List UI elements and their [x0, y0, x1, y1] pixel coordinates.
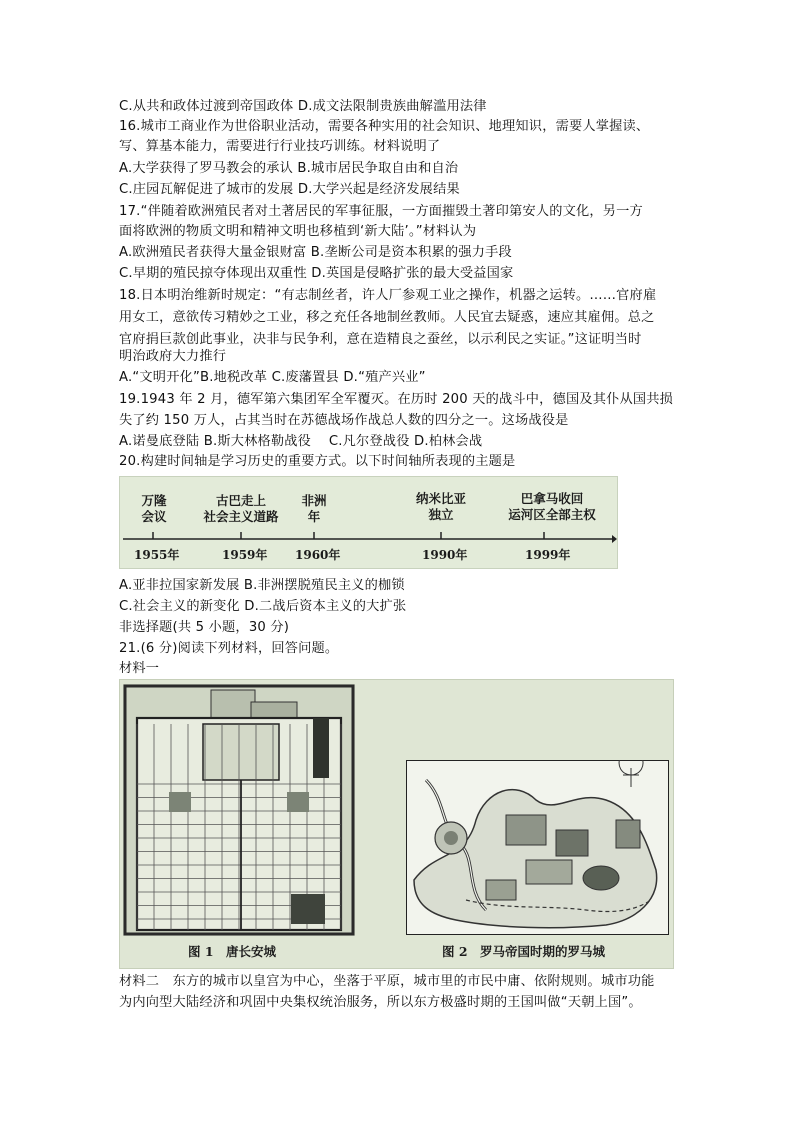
question-18-options: A.“文明开化”B.地税改革 C.废藩置县 D.“殖产兴业”: [119, 370, 426, 385]
question-19-options: A.诺曼底登陆 B.斯大林格勒战役 C.凡尔登战役 D.柏林会战: [119, 434, 483, 449]
question-16-options: C.庄园瓦解促进了城市的发展 D.大学兴起是经济发展结果: [119, 182, 460, 197]
question-16-stem: 16.城市工商业作为世俗职业活动，需要各种实用的社会知识、地理知识，需要人掌握读、: [119, 119, 650, 134]
timeline-year: 1999年: [525, 548, 571, 562]
question-20-stem: 20.构建时间轴是学习历史的重要方式。以下时间轴所表现的主题是: [119, 454, 516, 469]
timeline-event: 巴拿马收回 运河区全部主权: [508, 491, 596, 522]
timeline-event: 万隆 会议: [141, 493, 167, 524]
question-21-stem: 21.(6 分)阅读下列材料，回答问题。: [119, 641, 339, 656]
question-17-stem: 面将欧洲的物质文明和精神文明也移植到‘新大陆’。”材料认为: [119, 224, 477, 239]
question-17-options: C.早期的殖民掠夺体现出双重性 D.英国是侵略扩张的最大受益国家: [119, 266, 514, 281]
material-one-figure: [119, 679, 674, 969]
question-20-options: C.社会主义的新变化 D.二战后资本主义的大扩张: [119, 599, 407, 614]
question-17-stem: 17.“伴随着欧洲殖民者对土著居民的军事征服，一方面摧毁土著印第安人的文化，另一方: [119, 204, 643, 219]
timeline-year: 1990年: [422, 548, 468, 562]
material-one-label: 材料一: [119, 661, 160, 676]
timeline-event: 非洲 年: [301, 493, 327, 524]
question-16-options: A.大学获得了罗马教会的承认 B.城市居民争取自由和自治: [119, 161, 459, 176]
question-16-stem: 写、算基本能力，需要进行行业技巧训练。材料说明了: [119, 139, 441, 154]
question-17-options: A.欧洲殖民者获得大量金银财富 B.垄断公司是资本积累的强力手段: [119, 245, 512, 260]
question-18-stem: 明治政府大力推行: [119, 349, 227, 364]
timeline-event: 纳米比亚 独立: [415, 491, 466, 522]
material-two-text: 材料二 东方的城市以皇宫为中心，坐落于平原，城市里的市民中庸、依附规则。城市功能: [119, 974, 655, 989]
figure-2-caption: 图 2 罗马帝国时期的罗马城: [442, 944, 606, 959]
timeline-year: 1959年: [222, 548, 268, 562]
question-19-stem: 失了约 150 万人，占其当时在苏德战场作战总人数的四分之一。这场战役是: [119, 413, 569, 428]
question-18-stem: 用女工，意欲传习精妙之工业，移之充任各地制丝教师。人民宜去疑惑，速应其雇佣。总之: [119, 310, 655, 325]
figure-1-caption: 图 1 唐长安城: [188, 944, 277, 959]
question-20-options: A.亚非拉国家新发展 B.非洲摆脱殖民主义的枷锁: [119, 578, 405, 593]
text-line: C.从共和政体过渡到帝国政体 D.成文法限制贵族曲解滥用法律: [119, 99, 487, 114]
question-18-stem: 官府捐巨款创此事业，决非与民争利，意在造精良之蚕丝，以示利民之实证。”这证明当时: [119, 332, 642, 347]
question-19-stem: 19.1943 年 2 月，德军第六集团军全军覆灭。在历时 200 天的战斗中，德国及其仆从国共损: [119, 392, 674, 407]
timeline-figure: [119, 476, 618, 569]
timeline-year: 1960年: [295, 548, 341, 562]
changan-city-map: [123, 684, 355, 936]
timeline-year: 1955年: [134, 548, 180, 562]
timeline-event: 古巴走上 社会主义道路: [203, 493, 279, 524]
material-two-text: 为内向型大陆经济和巩固中央集权统治服务，所以东方极盛时期的王国叫做“天朝上国”。: [119, 995, 642, 1010]
rome-city-map: [406, 760, 669, 935]
question-18-stem: 18.日本明治维新时规定：“有志制丝者，许人厂参观工业之操作，机器之运转。……官府雇: [119, 288, 657, 303]
section-heading: 非选择题(共 5 小题，30 分): [119, 620, 290, 635]
